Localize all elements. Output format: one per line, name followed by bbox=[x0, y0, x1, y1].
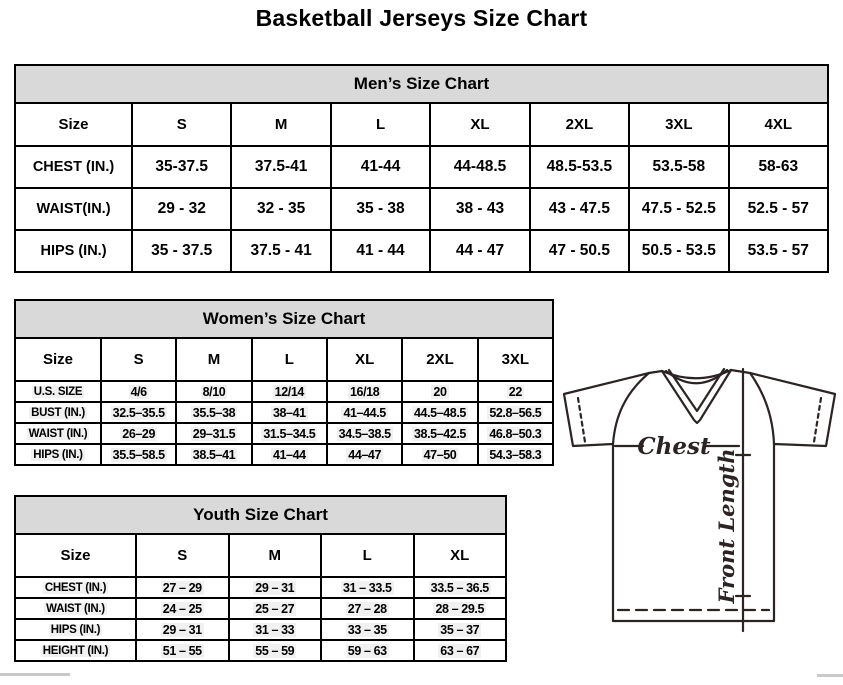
row-label: WAIST (IN.) bbox=[15, 423, 101, 444]
table-cell: 31 – 33.5 bbox=[321, 577, 414, 598]
table-cell: 20 bbox=[402, 381, 477, 402]
table-cell: 48.5-53.5 bbox=[530, 146, 629, 188]
mens-column-header: M bbox=[231, 103, 330, 146]
youth-table-title: Youth Size Chart bbox=[15, 496, 506, 534]
womens-column-header: M bbox=[176, 338, 251, 381]
table-cell: 59 – 63 bbox=[321, 640, 414, 661]
scrollbar-fragment[interactable] bbox=[817, 674, 843, 677]
youth-column-header: S bbox=[136, 534, 229, 577]
table-cell: 33 – 35 bbox=[321, 619, 414, 640]
table-cell: 58-63 bbox=[729, 146, 828, 188]
table-cell: 51 – 55 bbox=[136, 640, 229, 661]
table-cell: 52.8–56.5 bbox=[478, 402, 553, 423]
table-cell: 27 – 28 bbox=[321, 598, 414, 619]
jersey-right-seam bbox=[750, 373, 774, 444]
table-cell: 37.5 - 41 bbox=[231, 230, 330, 272]
table-cell: 44.5–48.5 bbox=[402, 402, 477, 423]
table-cell: 63 – 67 bbox=[414, 640, 507, 661]
womens-column-header: 2XL bbox=[402, 338, 477, 381]
row-label: HIPS (IN.) bbox=[15, 444, 101, 465]
table-cell: 43 - 47.5 bbox=[530, 188, 629, 230]
mens-column-header: S bbox=[132, 103, 231, 146]
table-cell: 44–47 bbox=[327, 444, 402, 465]
youth-column-header: XL bbox=[414, 534, 507, 577]
table-cell: 44-48.5 bbox=[430, 146, 529, 188]
table-cell: 32.5–35.5 bbox=[101, 402, 176, 423]
mens-column-header: 2XL bbox=[530, 103, 629, 146]
womens-table-row bbox=[15, 381, 553, 402]
mens-column-header: 3XL bbox=[629, 103, 728, 146]
table-cell: 54.3–58.3 bbox=[478, 444, 553, 465]
table-cell: 47–50 bbox=[402, 444, 477, 465]
table-cell: 37.5-41 bbox=[231, 146, 330, 188]
row-label: U.S. SIZE bbox=[15, 381, 101, 402]
table-cell: 8/10 bbox=[176, 381, 251, 402]
table-cell: 29–31.5 bbox=[176, 423, 251, 444]
womens-column-header: L bbox=[252, 338, 327, 381]
womens-table-row bbox=[15, 444, 553, 465]
table-cell: 55 – 59 bbox=[229, 640, 322, 661]
table-cell: 35 - 37.5 bbox=[132, 230, 231, 272]
table-cell: 38–41 bbox=[252, 402, 327, 423]
table-cell: 46.8–50.3 bbox=[478, 423, 553, 444]
row-label: HIPS (IN.) bbox=[15, 230, 132, 272]
womens-column-header: 3XL bbox=[478, 338, 553, 381]
mens-column-header: 4XL bbox=[729, 103, 828, 146]
mens-column-header: L bbox=[331, 103, 430, 146]
page-title: Basketball Jerseys Size Chart bbox=[255, 5, 588, 31]
table-cell: 29 – 31 bbox=[229, 577, 322, 598]
front-length-label: Front Length bbox=[714, 448, 739, 604]
jersey-back-collar-inner bbox=[666, 370, 727, 383]
jersey-right-cuff-dash bbox=[814, 398, 821, 442]
womens-table-title: Women’s Size Chart bbox=[15, 300, 553, 338]
youth-column-header: M bbox=[229, 534, 322, 577]
table-cell: 29 – 31 bbox=[136, 619, 229, 640]
mens-table-title: Men’s Size Chart bbox=[15, 65, 828, 103]
youth-size-header: Size bbox=[15, 534, 136, 577]
mens-size-header: Size bbox=[15, 103, 132, 146]
table-cell: 35 - 38 bbox=[331, 188, 430, 230]
table-cell: 12/14 bbox=[252, 381, 327, 402]
womens-table-row bbox=[15, 402, 553, 423]
row-label: BUST (IN.) bbox=[15, 402, 101, 423]
table-cell: 29 - 32 bbox=[132, 188, 231, 230]
row-label: WAIST (IN.) bbox=[15, 598, 136, 619]
youth-table-row bbox=[15, 577, 506, 598]
table-cell: 41 - 44 bbox=[331, 230, 430, 272]
table-cell: 28 – 29.5 bbox=[414, 598, 507, 619]
table-cell: 50.5 - 53.5 bbox=[629, 230, 728, 272]
chest-label: Chest bbox=[637, 433, 711, 460]
row-label: WAIST(IN.) bbox=[15, 188, 132, 230]
row-label: HEIGHT (IN.) bbox=[15, 640, 136, 661]
table-cell: 41–44.5 bbox=[327, 402, 402, 423]
table-cell: 35.5–38 bbox=[176, 402, 251, 423]
youth-table-row bbox=[15, 619, 506, 640]
mens-column-header: XL bbox=[430, 103, 529, 146]
table-cell: 52.5 - 57 bbox=[729, 188, 828, 230]
table-cell: 25 – 27 bbox=[229, 598, 322, 619]
table-cell: 38 - 43 bbox=[430, 188, 529, 230]
womens-column-header: XL bbox=[327, 338, 402, 381]
table-cell: 24 – 25 bbox=[136, 598, 229, 619]
table-cell: 22 bbox=[478, 381, 553, 402]
womens-table-row bbox=[15, 423, 553, 444]
table-cell: 47 - 50.5 bbox=[530, 230, 629, 272]
jersey-diagram-svg bbox=[558, 358, 843, 680]
row-label: CHEST (IN.) bbox=[15, 146, 132, 188]
youth-table-row bbox=[15, 640, 506, 661]
table-cell: 38.5–41 bbox=[176, 444, 251, 465]
womens-size-header: Size bbox=[15, 338, 101, 381]
table-cell: 32 - 35 bbox=[231, 188, 330, 230]
table-cell: 53.5-58 bbox=[629, 146, 728, 188]
table-cell: 31.5–34.5 bbox=[252, 423, 327, 444]
table-cell: 27 – 29 bbox=[136, 577, 229, 598]
mens-table-row bbox=[15, 188, 828, 230]
womens-size-table bbox=[14, 299, 554, 466]
jersey-left-cuff-dash bbox=[578, 398, 585, 442]
mens-table-row bbox=[15, 146, 828, 188]
table-cell: 35-37.5 bbox=[132, 146, 231, 188]
horizontal-scrollbar-thumb[interactable] bbox=[0, 673, 70, 676]
row-label: CHEST (IN.) bbox=[15, 577, 136, 598]
youth-column-header: L bbox=[321, 534, 414, 577]
table-cell: 31 – 33 bbox=[229, 619, 322, 640]
youth-size-table bbox=[14, 495, 507, 662]
youth-table-row bbox=[15, 598, 506, 619]
table-cell: 35 – 37 bbox=[414, 619, 507, 640]
mens-size-table bbox=[14, 64, 829, 273]
table-cell: 34.5–38.5 bbox=[327, 423, 402, 444]
table-cell: 53.5 - 57 bbox=[729, 230, 828, 272]
jersey-diagram bbox=[558, 358, 843, 680]
table-cell: 41-44 bbox=[331, 146, 430, 188]
table-cell: 41–44 bbox=[252, 444, 327, 465]
mens-table-row bbox=[15, 230, 828, 272]
table-cell: 4/6 bbox=[101, 381, 176, 402]
table-cell: 47.5 - 52.5 bbox=[629, 188, 728, 230]
table-cell: 33.5 – 36.5 bbox=[414, 577, 507, 598]
womens-column-header: S bbox=[101, 338, 176, 381]
row-label: HIPS (IN.) bbox=[15, 619, 136, 640]
table-cell: 38.5–42.5 bbox=[402, 423, 477, 444]
table-cell: 44 - 47 bbox=[430, 230, 529, 272]
table-cell: 26–29 bbox=[101, 423, 176, 444]
table-cell: 16/18 bbox=[327, 381, 402, 402]
table-cell: 35.5–58.5 bbox=[101, 444, 176, 465]
